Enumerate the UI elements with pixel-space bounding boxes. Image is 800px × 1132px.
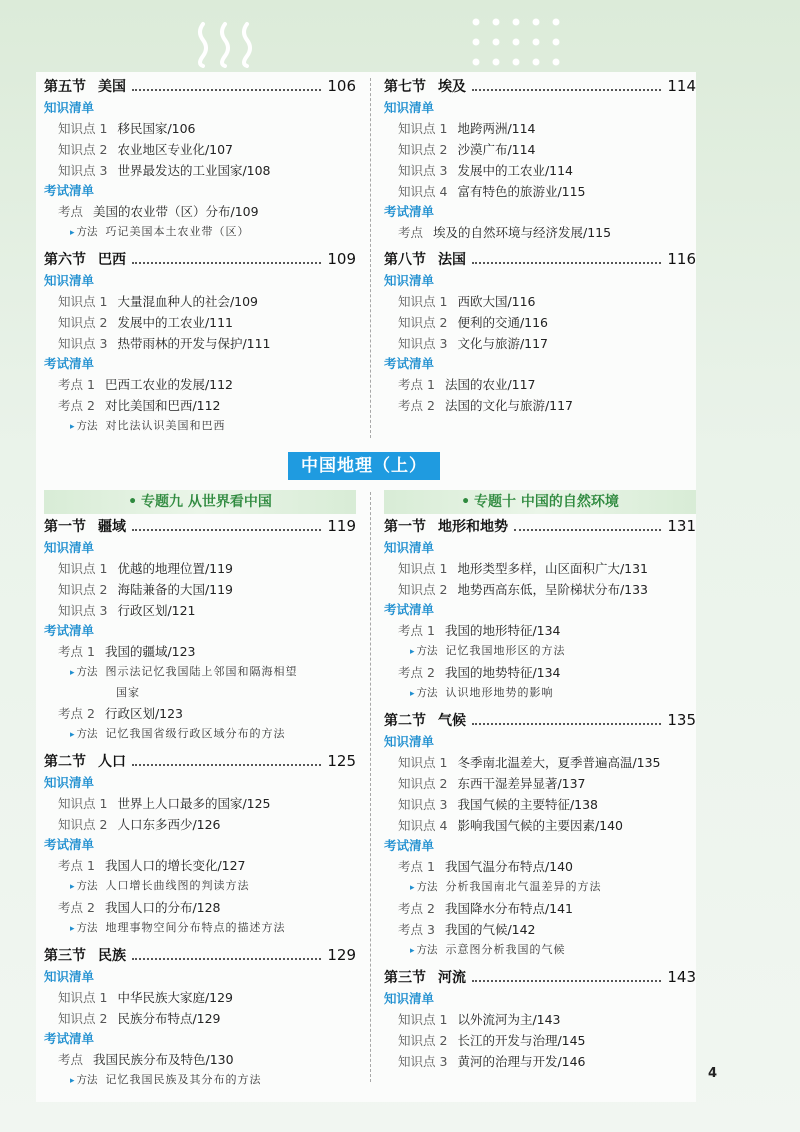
entry-text: 便利的交通/116 [457, 315, 549, 330]
method-tag: ▸ 方法 [70, 420, 98, 432]
section-number: 第二节 [44, 754, 86, 770]
section-heading[interactable] [384, 967, 696, 989]
method-tag: ▸ 方法 [70, 880, 98, 892]
category-label: 知识清单 [44, 775, 95, 790]
method-text: 分析我国南北气温差异的方法 [445, 880, 602, 893]
section-heading[interactable] [44, 76, 356, 98]
entry-text: 中华民族大家庭/129 [117, 990, 234, 1005]
category-label: 知识清单 [384, 734, 435, 749]
section-name: 人口 [98, 754, 126, 770]
category-label: 考试清单 [384, 602, 435, 617]
entry-text: 冬季南北温差大，夏季普遍高温/135 [457, 755, 661, 770]
method-text: 认识地形地势的影响 [445, 686, 554, 699]
toc-entry[interactable] [384, 1009, 696, 1030]
entry-label: 知识点 3 [398, 797, 448, 812]
method-tag: ▸ 方法 [70, 226, 98, 238]
section-number: 第七节 [384, 79, 426, 95]
leader-dots [132, 528, 321, 531]
leader-dots [132, 763, 321, 766]
section-name: 美国 [98, 79, 126, 95]
entry-text: 农业地区专业化/107 [117, 142, 234, 157]
toc-entry[interactable] [384, 898, 696, 919]
toc-entry[interactable] [44, 1008, 356, 1029]
section-number: 第五节 [44, 79, 86, 95]
leader-dots [132, 957, 321, 960]
section-number: 第八节 [384, 252, 426, 268]
toc-entry[interactable] [44, 558, 356, 579]
toc-entry[interactable] [384, 620, 696, 641]
entry-text: 我国气候的主要特征/138 [457, 797, 599, 812]
leader-dots [514, 528, 661, 531]
method-entry [44, 416, 356, 437]
entry-text: 巴西工农业的发展/112 [104, 377, 234, 392]
method-entry [384, 940, 696, 961]
category-label: 考试清单 [44, 1031, 95, 1046]
entry-text: 海陆兼备的大国/119 [117, 582, 234, 597]
toc-entry[interactable] [44, 374, 356, 395]
method-entry [384, 641, 696, 662]
entry-label: 考点 [58, 1052, 84, 1067]
method-tag: ▸ 方法 [70, 1074, 98, 1086]
entry-label: 考点 2 [398, 901, 435, 916]
entry-text: 富有特色的旅游业/115 [457, 184, 586, 199]
section-title [384, 516, 508, 536]
entry-label: 考点 2 [398, 665, 435, 680]
part-banner: 中国地理（上） [288, 452, 440, 480]
toc-entry[interactable] [44, 312, 356, 333]
method-text: 记忆我国省级行政区域分布的方法 [105, 727, 286, 740]
section-heading[interactable] [44, 751, 356, 773]
entry-label: 考点 1 [398, 623, 435, 638]
toc-entry[interactable] [44, 579, 356, 600]
category-label: 考试清单 [44, 623, 95, 638]
entry-text: 东西干湿差异显著/137 [457, 776, 586, 791]
section-title [384, 710, 466, 730]
category-label: 知识清单 [384, 991, 435, 1006]
toc-entry[interactable] [44, 793, 356, 814]
entry-text: 法国的文化与旅游/117 [444, 398, 574, 413]
page-number: 4 [708, 1066, 718, 1081]
section-title [44, 249, 126, 269]
section-page: 131 [667, 517, 696, 535]
topic-header-right [384, 490, 696, 514]
section-name: 气候 [438, 713, 466, 729]
toc-entry[interactable] [384, 752, 696, 773]
category-label: 考试清单 [384, 356, 435, 371]
category-label: 知识清单 [44, 540, 95, 555]
section-number: 第三节 [384, 970, 426, 986]
method-entry [44, 724, 356, 745]
toc-entry[interactable] [44, 201, 356, 222]
category-label: 知识清单 [384, 540, 435, 555]
method-entry [44, 918, 356, 939]
entry-label: 知识点 2 [398, 776, 448, 791]
section-page: 106 [327, 77, 356, 95]
entry-label: 考点 2 [58, 398, 95, 413]
toc-entry[interactable] [384, 118, 696, 139]
toc-entry[interactable] [44, 291, 356, 312]
category-label: 考试清单 [44, 183, 95, 198]
entry-text: 发展中的工农业/114 [457, 163, 574, 178]
category-label: 知识清单 [44, 273, 95, 288]
entry-label: 知识点 1 [398, 1012, 448, 1027]
entry-text: 沙漠广布/114 [457, 142, 536, 157]
entry-text: 我国民族分布及特色/130 [93, 1052, 234, 1067]
entry-text: 对比美国和巴西/112 [104, 398, 221, 413]
leader-dots [132, 88, 321, 91]
entry-label: 知识点 1 [58, 294, 108, 309]
category-label: 考试清单 [44, 837, 95, 852]
section-heading[interactable] [384, 710, 696, 732]
entry-text: 行政区划/123 [104, 706, 184, 721]
section-heading[interactable] [384, 249, 696, 271]
entry-label: 考点 1 [398, 859, 435, 874]
dot-grid-decoration-icon [470, 14, 580, 74]
toc-entry[interactable] [44, 855, 356, 876]
section-page: 135 [667, 711, 696, 729]
toc-entry[interactable] [384, 558, 696, 579]
entry-label: 考点 1 [58, 858, 95, 873]
toc-entry[interactable] [384, 395, 696, 416]
toc-entry[interactable] [384, 374, 696, 395]
toc-entry[interactable] [384, 815, 696, 836]
method-tag: ▸ 方法 [410, 881, 438, 893]
toc-entry[interactable] [44, 139, 356, 160]
category-label: 知识清单 [384, 273, 435, 288]
method-entry [44, 1070, 356, 1091]
entry-label: 知识点 2 [58, 142, 108, 157]
entry-text: 我国的气候/142 [444, 922, 536, 937]
entry-text: 地跨两洲/114 [457, 121, 536, 136]
section-title [44, 516, 126, 536]
entry-label: 考点 [58, 204, 84, 219]
toc-entry[interactable] [384, 222, 696, 243]
column-divider [370, 492, 371, 1082]
toc-entry[interactable] [44, 703, 356, 724]
toc-entry[interactable] [44, 160, 356, 181]
method-tag: ▸ 方法 [410, 645, 438, 657]
toc-entry[interactable] [384, 773, 696, 794]
entry-label: 考点 [398, 225, 424, 240]
category-label: 知识清单 [384, 100, 435, 115]
toc-entry[interactable] [384, 662, 696, 683]
toc-column-left-bottom [44, 516, 356, 1091]
entry-text: 我国降水分布特点/141 [444, 901, 574, 916]
category-label: 知识清单 [44, 100, 95, 115]
entry-label: 考点 2 [398, 398, 435, 413]
entry-label: 知识点 3 [58, 603, 108, 618]
method-entry [44, 662, 356, 703]
section-name: 地形和地势 [438, 519, 508, 535]
entry-label: 知识点 1 [398, 121, 448, 136]
entry-text: 文化与旅游/117 [457, 336, 549, 351]
section-name: 法国 [438, 252, 466, 268]
toc-entry[interactable] [44, 333, 356, 354]
category-label: 考试清单 [44, 356, 95, 371]
section-page: 143 [667, 968, 696, 986]
toc-entry[interactable] [44, 600, 356, 621]
entry-text: 地形类型多样，山区面积广大/131 [457, 561, 649, 576]
category-label: 考试清单 [384, 838, 435, 853]
section-page: 129 [327, 946, 356, 964]
entry-label: 知识点 1 [58, 121, 108, 136]
entry-label: 知识点 1 [58, 796, 108, 811]
wave-decoration-icon [195, 18, 265, 68]
method-entry [384, 877, 696, 898]
entry-text: 民族分布特点/129 [117, 1011, 221, 1026]
topic-header-left [44, 490, 356, 514]
entry-text: 我国人口的增长变化/127 [104, 858, 246, 873]
section-page: 114 [667, 77, 696, 95]
column-divider [370, 78, 371, 438]
toc-entry[interactable] [384, 312, 696, 333]
entry-text: 人口东多西少/126 [117, 817, 221, 832]
section-name: 埃及 [438, 79, 466, 95]
entry-label: 知识点 3 [398, 1054, 448, 1069]
section-title [384, 249, 466, 269]
entry-text: 我国的地形特征/134 [444, 623, 561, 638]
entry-text: 埃及的自然环境与经济发展/115 [433, 225, 612, 240]
entry-text: 影响我国气候的主要因素/140 [457, 818, 624, 833]
entry-label: 知识点 2 [398, 315, 448, 330]
entry-text: 美国的农业带（区）分布/109 [93, 204, 259, 219]
entry-text: 我国的地势特征/134 [444, 665, 561, 680]
method-text: 巧记美国本土农业带（区） [105, 225, 250, 238]
entry-label: 知识点 1 [398, 755, 448, 770]
section-name: 民族 [98, 948, 126, 964]
toc-entry[interactable] [44, 897, 356, 918]
toc-entry[interactable] [384, 291, 696, 312]
method-text: 记忆我国地形区的方法 [445, 644, 566, 657]
method-tag: ▸ 方法 [70, 728, 98, 740]
section-number: 第二节 [384, 713, 426, 729]
method-text: 示意图分析我国的气候 [445, 943, 566, 956]
method-entry [384, 683, 696, 704]
section-heading[interactable] [384, 516, 696, 538]
entry-label: 知识点 1 [58, 561, 108, 576]
section-name: 疆域 [98, 519, 126, 535]
entry-label: 知识点 4 [398, 184, 448, 199]
section-heading[interactable] [384, 76, 696, 98]
section-page: 109 [327, 250, 356, 268]
toc-entry[interactable] [384, 181, 696, 202]
entry-text: 地势西高东低，呈阶梯状分布/133 [457, 582, 649, 597]
section-page: 116 [667, 250, 696, 268]
entry-label: 知识点 2 [58, 1011, 108, 1026]
toc-entry[interactable] [384, 1030, 696, 1051]
method-text: 记忆我国民族及其分布的方法 [105, 1073, 262, 1086]
toc-column-left-top [44, 76, 356, 437]
entry-text: 我国的疆域/123 [104, 644, 196, 659]
toc-entry[interactable] [384, 794, 696, 815]
entry-label: 知识点 1 [398, 561, 448, 576]
entry-text: 移民国家/106 [117, 121, 196, 136]
toc-entry[interactable] [44, 987, 356, 1008]
section-number: 第六节 [44, 252, 86, 268]
toc-entry[interactable] [384, 856, 696, 877]
method-tag: ▸ 方法 [70, 922, 98, 934]
entry-text: 世界上人口最多的国家/125 [117, 796, 271, 811]
toc-entry[interactable] [384, 579, 696, 600]
leader-dots [132, 261, 321, 264]
method-entry [44, 222, 356, 243]
method-tag: ▸ 方法 [70, 666, 98, 678]
entry-text: 优越的地理位置/119 [117, 561, 234, 576]
section-name: 巴西 [98, 252, 126, 268]
leader-dots [472, 979, 661, 982]
section-number: 第一节 [384, 519, 426, 535]
entry-label: 考点 2 [58, 706, 95, 721]
entry-label: 知识点 2 [398, 582, 448, 597]
method-tag: ▸ 方法 [410, 944, 438, 956]
entry-label: 知识点 3 [398, 163, 448, 178]
section-number: 第三节 [44, 948, 86, 964]
toc-entry[interactable] [44, 641, 356, 662]
section-number: 第一节 [44, 519, 86, 535]
entry-label: 考点 2 [58, 900, 95, 915]
method-tag: ▸ 方法 [410, 687, 438, 699]
entry-text: 黄河的治理与开发/146 [457, 1054, 586, 1069]
entry-text: 以外流河为主/143 [457, 1012, 561, 1027]
entry-label: 考点 1 [58, 644, 95, 659]
entry-text: 热带雨林的开发与保护/111 [117, 336, 271, 351]
entry-label: 知识点 2 [398, 142, 448, 157]
entry-label: 知识点 4 [398, 818, 448, 833]
entry-label: 知识点 3 [398, 336, 448, 351]
section-page: 119 [327, 517, 356, 535]
method-entry [44, 876, 356, 897]
toc-entry[interactable] [44, 1049, 356, 1070]
entry-label: 考点 1 [58, 377, 95, 392]
method-text: 对比法认识美国和巴西 [105, 419, 226, 432]
entry-text: 法国的农业/117 [444, 377, 536, 392]
section-page: 125 [327, 752, 356, 770]
toc-entry[interactable] [384, 919, 696, 940]
method-text: 人口增长曲线图的判读方法 [105, 879, 250, 892]
section-title [384, 76, 466, 96]
toc-entry[interactable] [44, 118, 356, 139]
section-title [384, 967, 466, 987]
toc-entry[interactable] [384, 139, 696, 160]
method-text: 地理事物空间分布特点的描述方法 [105, 921, 286, 934]
entry-label: 知识点 3 [58, 336, 108, 351]
entry-label: 知识点 2 [398, 1033, 448, 1048]
method-text-continued: 国家 [116, 686, 140, 699]
section-title [44, 945, 126, 965]
entry-label: 知识点 2 [58, 817, 108, 832]
entry-text: 西欧大国/116 [457, 294, 536, 309]
entry-label: 知识点 2 [58, 582, 108, 597]
leader-dots [472, 88, 661, 91]
entry-label: 考点 1 [398, 377, 435, 392]
entry-text: 世界最发达的工业国家/108 [117, 163, 271, 178]
entry-text: 我国气温分布特点/140 [444, 859, 574, 874]
toc-entry[interactable] [384, 333, 696, 354]
leader-dots [472, 722, 661, 725]
entry-label: 考点 3 [398, 922, 435, 937]
toc-entry[interactable] [44, 395, 356, 416]
toc-column-right-top [384, 76, 696, 416]
toc-entry[interactable] [384, 1051, 696, 1072]
entry-text: 行政区划/121 [117, 603, 196, 618]
toc-entry[interactable] [44, 814, 356, 835]
entry-label: 知识点 1 [398, 294, 448, 309]
topic-title: • 专题九 从世界看中国 [128, 494, 272, 510]
entry-text: 我国人口的分布/128 [104, 900, 221, 915]
section-heading[interactable] [44, 516, 356, 538]
entry-label: 知识点 3 [58, 163, 108, 178]
entry-label: 知识点 1 [58, 990, 108, 1005]
entry-text: 长江的开发与治理/145 [457, 1033, 586, 1048]
section-title [44, 76, 126, 96]
method-text: 图示法记忆我国陆上邻国和隔海相望 [105, 665, 298, 678]
section-heading[interactable] [44, 945, 356, 967]
topic-title: • 专题十 中国的自然环境 [461, 494, 619, 510]
section-title [44, 751, 126, 771]
entry-text: 发展中的工农业/111 [117, 315, 234, 330]
category-label: 知识清单 [44, 969, 95, 984]
leader-dots [472, 261, 661, 264]
entry-label: 知识点 2 [58, 315, 108, 330]
entry-text: 大量混血种人的社会/109 [117, 294, 259, 309]
toc-column-right-bottom [384, 516, 696, 1072]
section-name: 河流 [438, 970, 466, 986]
toc-entry[interactable] [384, 160, 696, 181]
category-label: 考试清单 [384, 204, 435, 219]
section-heading[interactable] [44, 249, 356, 271]
